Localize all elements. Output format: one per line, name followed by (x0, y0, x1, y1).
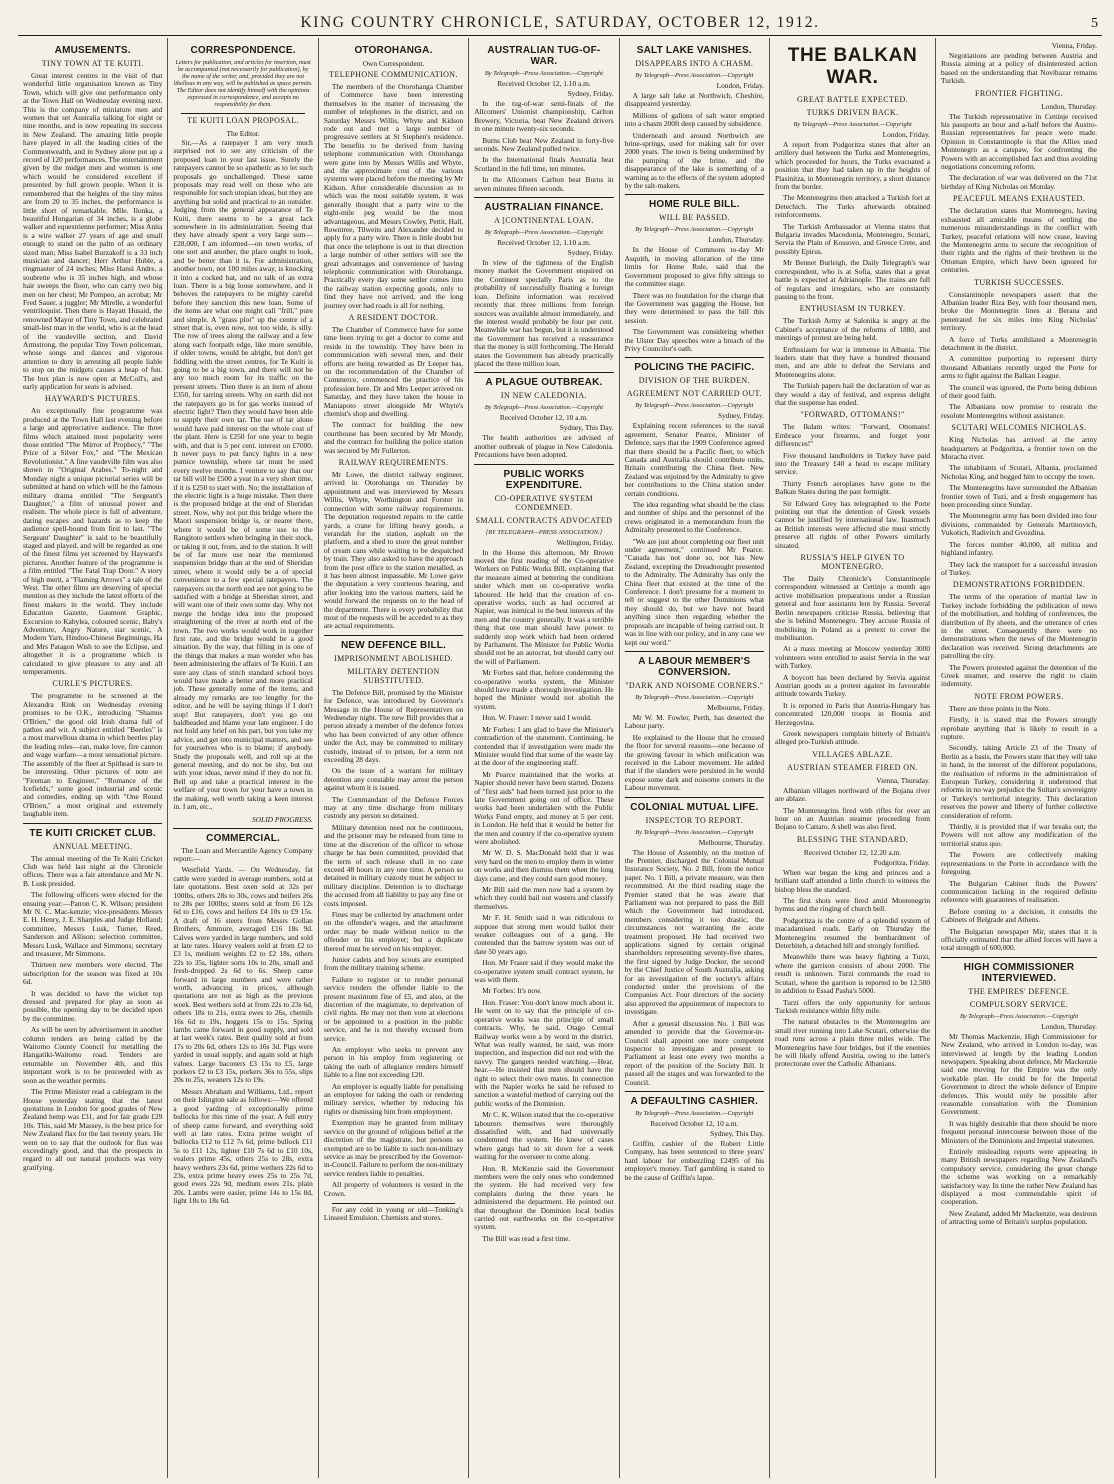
article-paragraph: Mr Thomas Mackenzie, High Commissioner for New Zealand, who arrived in London to-day, was interviewed at length by the leading London newspapers. Speaking about defence, Mr Mackenzie said one moving for the Empire was the only workable plan. He could be for the Imperial Government to direct the whole defence of Empire defences. This would only be possible after reasonable consultation with the Dominion Government. (941, 1031, 1098, 1117)
article-paragraph: The Government was considering whether the Ulster Day speeches were a breach of the Privy Councilor's oath. (624, 327, 765, 353)
subheading: BLESSING THE STANDARD. (796, 834, 909, 844)
section-heading: PUBLIC WORKS EXPENDITURE. (474, 464, 613, 491)
article-paragraph: Entirely misleading reports were appearing in many British newspapers regarding New Zealand's compulsory service, considering the great change the scheme was working on a remarkably satisfactory way. In time the rather New Zealand has displayed a most commendable spirit of cooperation. (941, 1147, 1098, 1207)
dateline: Podgoritza, Friday. (873, 857, 931, 867)
dateline: Vienna, Friday. (1051, 41, 1098, 50)
article-paragraph: Turzi offers the only opportunity for serious Turkish resistance within fifty mile. (775, 997, 931, 1015)
subheading: SCUTARI WELCOMES NICHOLAS. (951, 423, 1087, 433)
section-heading: AUSTRALIAN TUG-OF-WAR. (487, 45, 601, 67)
telegraph-credit: By Telegraph—Press Association.—Copyright (484, 229, 603, 237)
subheading: DISAPPEARS INTO A CHASM. (635, 59, 754, 68)
article-paragraph: At a mass meeting at Moscow yesterday 3000 volunteers were enrolled to assist Servia in the war with Turkey. (775, 644, 931, 671)
subheading: INSPECTOR TO REPORT. (645, 815, 744, 825)
article-paragraph: Mr Lowe, the district railway engineer, arrived in Otorohanga on Thursday by appointment and was interviewed by Messrs Willis, Whyte, Worthington and Forster in connection with some railway requirements. The deputation requested repairs to the cattle yards, a crane for lifting heavy goods, a verandah for the station, asphalt on the platform, and a shed to store the great number of cream cans while waiting to be despatched by train. They also asked to have the approach from the post office to the station metalled, as it has been almost impassable. Mr Lowe gave the deputation a very courteous hearing, and after looking into the various matters, said he would forward the requests on to the head of the department. There is every probability that most of the requests will be acceded to as they are actual requirements. (323, 470, 464, 631)
article-paragraph: The following officers were elected for the ensuing year:—Patron C. K. Wilson; president Mr N. C. Mac-kenzie; vice-presidents Messrs E. H. Henry, J. E. Sharples and Judge Holland; committee, Messrs Lusk, Turner, Reed, Sanderson and Allison; selection committee, Messrs Lusk, Wallace and Simmons; secretary and treasurer, Mr Simmons. (23, 890, 163, 958)
dateline: Sydney, Friday. (717, 411, 765, 421)
article-paragraph: All property of volunteers is vested in the Crown. (323, 1180, 464, 1198)
article-paragraph: The declaration states that Montenegro, having exhausted all amicable means of settling the numerous misunderstandings in the conflict with Turkey, peaceful relations will now cease, leaving the Montenegrin arms to secure the recognition of their rights and the rights of their brethren in the Ottoman Empire, which have been ignored for centuries. (941, 206, 1098, 275)
article-paragraph: The terms of the operation of martial law in Turkey include forbidding the publication of news of the mobilisation, and holding of conferences, the distribution of fly sheets, and the utterance of cries in the street. Consequently there were no demonstrations when the news of the Montenegrin declaration was received. Strong detachments are patrolling the city. (941, 592, 1098, 661)
article-paragraph: The Albanians now promise to restrain the resolute Montenegrins without assistance. (941, 402, 1098, 420)
article-paragraph: The Bill was read a first time. (482, 1233, 571, 1243)
section-heading: A DEFAULTING CASHIER. (625, 1091, 764, 1107)
article-paragraph: The forces number 40,000, all militia and highland infantry. (941, 539, 1098, 558)
subheading: PEACEFUL MEANS EXHAUSTED. (952, 194, 1086, 204)
divider (181, 113, 304, 114)
byline: Own Correspondent. (362, 59, 425, 68)
article-paragraph: The Bulgarian newspaper Mir, states that it is officially estimated that the allied forces will have a total strength of 600,000. (941, 926, 1098, 953)
article-paragraph: Constantinople newspapers assert that the Albanian leader Riza Bey, with four thousand men, broke the Montenegrin lines at Berana and penetrated for six miles into King Nicholas' territory. (941, 289, 1098, 333)
section-heading: COMMERCIAL. (173, 828, 312, 844)
article-paragraph: Firstly, it is stated that the Powers strongly reprobate anything that is likely to result in a rupture. (941, 715, 1098, 741)
letter-signature: SOLID PROGRESS. (252, 814, 313, 824)
article-paragraph: Hon. Mr Fraser said if they would make the co-operative system small contract system, he was with them. (474, 958, 614, 985)
masthead-title: KING COUNTRY CHRONICLE, SATURDAY, OCTOBER 12, 1912. (300, 14, 820, 31)
article-paragraph: He explained to the House that he crossed the floor for several reasons—one because of the growing favour in which unification was received in the Labour movement. He added that if the slanders were persisted in he would expose some dark and noisome corners in the Labour movement. (624, 732, 765, 793)
article-paragraph: The Chamber of Commerce have for some time been trying to get a doctor to come and reside in the township. They have been in communication with several men, and their efforts are being rewarded as Dr Leeper has, on the recommendation of the Chamber of Commerce, commenced the practice of his profession here. Dr and Mrs Leeper arrived on Saturday, and they have taken the house in Maniapoto street alongside Mr Whyte's chemist's shop and dwelling. (323, 324, 464, 419)
divider (332, 1203, 455, 1204)
telegraph-credit: [BY TELEGRAPH—PRESS ASSOCIATION.] (485, 528, 603, 536)
dateline: Sydney, Friday. (567, 89, 614, 98)
article-paragraph: The Montenegrins have surrounded the Albanian frontier town of Tuzi, and a fresh engagement has been proceeding since Sunday. (941, 483, 1098, 510)
telegraph-credit: By Telegraph—Press Association.—Copyright (635, 72, 754, 79)
article-paragraph: Five thousand landholders in Turkey have paid into the Treasury £40 a head to escape military service. (775, 450, 931, 477)
received-line: Received October 12, 1.10 a.m. (497, 79, 591, 88)
article-paragraph: The Ikdam writes: "Forward, Ottomans! Embrace your firearms, and forget your differences!" (775, 422, 931, 449)
article-paragraph: When war began the king and princes and a brilliant staff attended a little church to witness the bishop bless the standard. (775, 867, 931, 894)
article-paragraph: The programme to be screened at the Alexandra Rink on Wednesday evening promises to be O.K., introducing "Shamus O'Brien," the good old Irish drama full of pathos and wit. A subject entitled "Beetles" is a most marvellous drama in which beetles play the leading roles—ran, make love, fire cannon and wage warfare—a most sensational picture. The assembly of the fleet at Spithead is sure to be interesting. Other pictures of note are "Fireman to Engineer," "Romance of the Icefields," some good industrial and scenic and comedies, ending up with "One Round O'Brien," a most original and extremely laughable item. (23, 691, 163, 819)
article-paragraph: On the issue of a warrant for military detention any constable may arrest the person against whom it is issued. (323, 766, 464, 793)
dateline: Melbourne, Thursday. (698, 837, 765, 847)
telegraph-credit: By Telegraph—Press Association.—Copyright (793, 121, 912, 128)
page-number: 5 (1091, 16, 1098, 31)
subheading: CURLE'S PICTURES. (52, 679, 134, 689)
article-paragraph: The contract for building the new courthouse has been secured by Mr Moody, and the contract for building the police station was secured by Mr Fullerton. (323, 420, 464, 455)
article-paragraph: There was no foundation for the charge that the Government was gagging the House, but they were determined to pass the bill this session. (624, 290, 765, 325)
article-paragraph: An employer who seeks to prevent any person in his employ from registering or taking the oath of allegiance renders himself liable to a fine not exceeding £20. (323, 1045, 464, 1080)
received-line: Received October 12, 1.10 a.m. (497, 238, 591, 248)
columns (18, 38, 1102, 1478)
article-paragraph: Negotiations are pending between Austria and Russia aiming at a policy of disinterested action based on the understanding that Novibazar remains Turkish. (941, 51, 1098, 86)
article-paragraph: The House of Assembly, on the motion of the Premier, discharged the Colonial Mutual Insurance Society, No. 2 Bill, from the notice paper. No. 1 Bill, a private measure, was then recommitted. At the third reading stage the Premier stated that he was aware that Parliament was not prepared to pass the Bill which the Government had introduced, members considering it too drastic, the circumstances not warranting the acute treatment proposed. He had received two applications signed by certain original shareholders representing seventy-five shares, the first signed by Judge Docker, the second by the Chief Justice of South Australia, asking for an investigation of the society's affairs conducted under the provisions of the Companies Act. Four directors of the society also approved the appointment of inspectors to investigate. (624, 847, 765, 1017)
article-paragraph: Mr Bill said the men now had a system by which they could bail out wasters and classify themselves. (474, 885, 614, 911)
article-paragraph: Hon. Fraser: You don't know much about it. He went on to say that the principle of co-operative works was the principle of small contracts. Why, he said, Otago Central Railway works were a by word in the district. What was really wanted, he said, was more inspection, and inspection did not end with the navvy. The gangers needed watching.—Hear, hear.—He insisted that men should have the right to select their own mates. In connection with the Napier works he said he refused to sanction a wasteful method of carrying out the public works of the Dominion. (474, 997, 614, 1108)
received-line: Received October 12, 10 a.m. (499, 413, 588, 423)
dateline: London, Friday. (882, 130, 931, 139)
article-paragraph: Explaining recent references to the naval agreement, Senator Pearce, Minister of Defence, says that the 1909 Conference agreed that there should be a Pacific fleet, to which Canada and Australia should contribute units, Britain contributing the China fleet. New Zealand was enjoined by the Admiralty to give her contributions to the China station under certain conditions. (624, 421, 765, 498)
article-paragraph: Westfield Yards. — On Wednesday, fat cattle were yarded in average numbers, sold at late quotations. Best oxen sold at 32s per 100lbs, others 28s to 30s, cows and heifers 26s to 28s per 100lbs; steers sold at from £6 12s 6d to £16, cows and heifers £4 10s to £9 15s. A draft of 16 steers from Messrs Gollan Brothers, Ammure, averaged £16 18s 9d. Calves were yarded in large numbers, and sold at late rates. Heavy vealers sold at from £2 to £3 1s, medium weights £2 to £2 18s, others 22s to 35s, lighter sorts 10s to 20s, small and fresh-dropped 2s 6d to 6s. Sheep came forward in large numbers and were rather worth, advancing in prices, although quotations are not as high as the previous week. Best wethers sold at from 22s to 23s 6d, others 18s to 21s, extra ewes to 26s, chemils 16s 6d to 19s, hoggets 15s to 15s. Spring lambs came forward in good supply, and sold at last week's rates. Best quality sold at from 17s to 20s 6d, others 12s to 16s 3d. Pigs were yarded in usual supply, and again sold at high values. Large baconers £3 15s to £5, large porkers £2 to £3 15s, porkers 36s to 55s, slips 20s to 25s, weaners 12s to 19s. (173, 865, 313, 1085)
dateline: Wellington, Friday. (556, 537, 614, 547)
article-paragraph: The Turkish papers hail the declaration of war as they would a day of festival, and express delight that the suspense has ended. (775, 381, 931, 407)
article-paragraph: A committee purporting to represent thirty thousand Albanians recently urged the Porte for arms to fight against the Balkan League. (941, 354, 1098, 381)
article-paragraph: Thirdly, it is provided that if war breaks out, the Powers will not allow any modification of the territorial status quo. (941, 822, 1098, 848)
subheading: ANNUAL MEETING. (52, 841, 133, 851)
article-paragraph: The members of the Otorohanga Chamber of Commerce have been interesting themselves in the matter of increasing the number of telephones in the district, and on Saturday Messrs Willis, Whyte and Kidson rode out and met a large number of progressive settlers at St Stephen's residence. The benefits to be derived from having telephone communication with Otorohanga were gone into by Messrs Willis and Whyte, and the approximate cost of the various systems were placed before the meeting by Mr Kidson. After considerable discussion as to which was the most suitable system, it was generally thought that a party wire to the eight-mile peg would be the most advantageous, and Messrs Cowley, Pettit, Hall, Rowntree, Tilweits and Alexander decided to apply for a party wire. There is little doubt but that once the telephone is out in that direction a large number of other settlers will see the great advantages and convenience of having telephonic communication with Otorohanga. Practically every day some settler comes into the railway station expecting goods, only to find they have not arrived, and the long journey over bad roads is all for nothing. (323, 82, 464, 310)
column-5 (620, 38, 770, 1478)
article-paragraph: Greek newspapers complain bitterly of Britain's alleged pro-Turkish attitude. (775, 728, 931, 747)
telegraph-credit: By Telegraph—Press Association.—Copyright (635, 693, 754, 701)
article-paragraph: Albanian villages northward of the Bojana river are ablaze. (775, 785, 931, 804)
column-2 (168, 38, 318, 1478)
article-paragraph: The Turkish Army at Salonika is angry at the Cabinet's acceptance of the reforms of 1880, and meetings of protest are being held. (775, 316, 931, 343)
article-paragraph: Mr Forbes: It's now. (482, 986, 542, 996)
letter-paragraph: Sir,—As a ratepayer I am very much surprised not to see any criticism of the proposed loan in your last issue. Surely the ratepayers cannot be so apathetic as to let such proposals go unchallenged. These same proposals may read well on those who are responsible for such utopian ideas, but they are anything but solid and practical to an outsider. Judging from the general appearance of Te Kuiti, there seems to be a great lack somewhere in its administration. Seeing that they have already spent a very large sum—£28,000, I am informed—on town works, of one sort and another, the place ought to look, and be better than it is. For administration, another town, not 100 miles away, is knocking it into a cocked hat, and no talk of an extra loan. There is a big loose somewhere, and it behoves the ratepayers to be mighty careful before they sanction this new loan. Some of the items are what one might call "frill," pure and simple. A "grass plot" up the centre of a street that is, even now, not too wide, is silly. The row of trees along the railway and a few along each footpath edge, like more sensible, if older towns, would be alright, but don't get fiddling with the street centres, for Te Kuiti is going to be a big town, and there will not be any too much room for its traffic on the present streets. Then there is an item of about £350, for tarring streets. Why on earth did not the ratepayers go in for gas works instead of electric light? Then they would have been able to supply their own tar. The use of tar alone would have paid interest on the whole cost of the plant. Here is £250 for one year to begin with, and that is 5 per cent. interest on £7000. It never pays to put fancy lights in a new pumice township, where tar must be used every twelve months. I venture to say that our tar bill will be £500 a year in a very short time, if it is £250 to start with. No; the installation of the electric light is a huge mistake. Then there is the proposed bridge at the end of Sheridan street. Now, why not put this bridge where the Maori suspension bridge is, or nearer there, where it would be of some use to the Rangitoto settlers when bringing in their stock, or taking it out, from, and to the station. It will be of far more use near the mentioned suspension bridge than at the end of Sheridan street, where it would only be a of special convenience to a few special ratepayers. The ratepayers on the north end are not going to be satisfied with a bridge at Sheridan street, and will want one of their own some day. Why not merge the bridge idea into the proposed straightening of the river at north end of the town. The two works would work in together first rate, and the bridge would be a good situation. By the way, that filling in is one of the things that makes a man wonder who has been administering the affairs of Te Kuiti. I am sure any class of stitch standard school boys would have made a better and more practical job. These generally some of the items, and already my remarks are too lengthy for the editor, and he will be saying things if I don't stop! But ratepayers, don't you go out baldheaded and blame your late engineer. I do not hold any brief on his part, but you take my advice, and get into municipal matters, and see for yourselves who is to blame; if anybody. Study the proposals well, and roll up at the general meeting, and do not be shy, but out with your ideas, never mind if they do not fit. Bell up and take a practical interest in the welfare of your town for your have a town in the making, well worth taking a keen interest in. I am, etc., (173, 138, 313, 812)
section-heading: HIGH COMMISSIONER INTERVIEWED. (941, 957, 1097, 984)
article-paragraph: It was highly desirable that there should be more frequent personal intercourse between those of the Ministers of the Dominions and Imperial statesmen. (941, 1118, 1098, 1145)
section-heading: POLICING THE PACIFIC. (625, 357, 764, 373)
dateline: London, Friday. (716, 81, 765, 90)
column-7 (936, 38, 1102, 1478)
section-heading: A PLAGUE OUTBREAK. (474, 372, 613, 388)
article-paragraph: Great interest centres in the visit of that wonderful little organisation known as Tiny Town, which will give one performance only at the Town Hall on Wednesday evening next. This is the company of miniature men and women that set Australia talking for eight or nine months, and is now repeating its success in New Zealand. The amazing little people have played in all the leading cities of the Commonwealth, and in Sydney alone put up a record of 120 performances. The entertainment given by the midget men and women is one which would be considered excellent if presented by full grown people. When it is remembered that the heights of the tiny mites are from 20 to 35 inches, the performance is little short of remarkable. Mlle. Ilonka, a beautiful Hungarian of 34 inches, is a globe walker and equestrienne performer; Miss Anita is a wire walker 27 years of age and small enough to stand on the palm of an ordinary sized man; Miss Isabel Burzakoff is a 33 inch musician and dancer; Herr Arthur Huble, a ringmaster of 24 inches; Miss Hansi Andre, a soubrette who is 35 inches high, and whose hair sweeps the floor, who can carry two big men on her chest; Mr Pompeo, an acrobat; Mr Fred Sauer, a juggler; Mr Mirelle, a wonderful ventriloquist. Then there is Hayatt Husaid, the renowned Mayor of Tiny Town, and celebrated small-lest man in the world, who is at the head of the vaudeville section, and David Armstrong, the popular Tiny Town policeman, whose songs and dances and vigorous attention to duty in arresting all people liable to stop on the midgets causes a heap of fun. The box plan is now open at McColl's, and early application for seats is advised. (23, 71, 163, 392)
advertisement: For any cold in young or old—Tonking's Linseed Emulsion. Chemists and stores. (323, 1204, 464, 1223)
subheading: RAILWAY REQUIREMENTS. (338, 458, 449, 468)
article-paragraph: The inhabitants of Scutari, Albania, proclaimed Nicholas King, and begged him to occupy the town. (941, 463, 1098, 481)
article-paragraph: Mr W. D. S. MacDonald held that it was very hard on the men to employ them in winter on works and then dismiss them when the long days came, and they could earn good money. (474, 848, 614, 883)
dateline: Sydney, Friday. (567, 248, 614, 258)
article-paragraph: There are three points in the Note. (949, 703, 1051, 713)
subheading: TURKISH SUCCESSES. (974, 277, 1064, 287)
article-paragraph: Exemption may be granted from military service on the ground of religious belief at the discretion of the magistrate, but persons so exempted are to be liable to such non-military service as may be prescribed by the Governor-in-Council. Failure to perform the non-military service renders liable to penalties. (323, 1118, 464, 1178)
subheading: WILL BE PASSED. (658, 213, 730, 223)
subheading: MILITARY DETENTION SUBSTITUTED. (347, 666, 440, 685)
article-paragraph: Secondly, taking Article 23 of the Treaty of Berlin as a basis, the Powers state that they will take in hand, in the interest of the different populations, the realisation of reforms in the administration of European Turkey, considering it understood that reforms in no way prejudice the Sultan's sovereignty or Turkey's territorial integrity. This declaration reserves the power and liberty of further collective consideration of reform. (941, 743, 1098, 820)
telegraph-credit: By Telegraph—Press Association.—Copyright (959, 1012, 1079, 1020)
article-paragraph: In the House of Commons to-day Mr Asquith, in moving allocation of the time limits for Home Rule, said that the Government proposed to give fifty sittings to the committee stage. (624, 245, 765, 289)
subheading: TE KUITI LOAN PROPOSAL. (187, 116, 300, 125)
telegraph-credit: By Telegraph—Press Association.—Copyright (484, 70, 603, 77)
section-heading: AUSTRALIAN FINANCE. (474, 197, 613, 213)
article-paragraph: Podgoritza is the centre of a splendid system of macadamised roads. Early on Thursday the Montenegrins resumed the bombardment of Deterbiteh, a detached hill and strongly fortified. (775, 915, 931, 951)
column-1 (18, 38, 168, 1478)
telegraph-credit: By Telegraph—Press Association.—Copyright (635, 402, 754, 410)
article-paragraph: Sir Edward Grey has telegraphed to the Porte pointing out that the detention of Greek vessels cannot be justified by international law. Inasmuch as British interests were affected she must strictly preserve all rights of other Powers similarly situated. (775, 498, 931, 550)
article-paragraph: The Powers are collectively making representations to the Porte in accordance with the foregoing. (941, 850, 1098, 877)
subheading: THE EMPIRES' DEFENCE. (968, 986, 1070, 996)
dateline: Vienna, Thursday. (876, 775, 931, 785)
article-paragraph: New Zealand, added Mr Mackenzie, was desirous of attracting some of Britain's surplus population. (941, 1208, 1098, 1227)
article-paragraph: Junior cadets and boy scouts are exempted from the military training scheme. (323, 954, 464, 973)
subheading: VILLAGES ABLAZE. (812, 749, 893, 759)
article-paragraph: Meanwhile there was heavy fighting a Turzi, where the garrison consists of about 2000. The result is unknown. Turzi commands the road to Scutari, where the garrison is reported to be 12,500 in addition to Essad Pasha's 5000. (775, 952, 931, 996)
article-paragraph: Failure to register or to render personal service renders the offender liable to the present maximum fine of £5, and also, at the discretion of the magistrate, to deprivation of civil rights. He may not then vote at elections or be appointed to a position in the public service, and he is not thereby excused from service. (323, 974, 464, 1043)
section-heading: A LABOUR MEMBER'S CONVERSION. (625, 651, 764, 678)
dateline: London, Thursday. (1041, 1021, 1098, 1031)
article-paragraph: The natural obstacles to the Montenegrins are small river running into Lake Scutari, otherwise the road runs across a plain three miles wide. The Montenegrins have four bridges, but if the enemies he will likely offend Austria, owing to the latter's protectorate over the Catholic Albanians. (775, 1017, 931, 1069)
article-paragraph: Messrs Abraham and Williams, Ltd., report on their Islington sale as follows:—We offered a good yarding of exceptionally prime bullocks for this time of the year. A full entry of sheep came forward, and everything sold well at late rates. Extra prime weight of bullocks £12 to £12 7s 6d, prime bullock £11 5s to £11 12s, lighter £10 7s 6d to £10 10s, vealers prime 45s, others 25s to 28s, extra heavy wethers 23s 6d, prime wethers 22s 6d to 23s, extra prime heavy ewes 25s to 25s 7d, good ewes 22s 9d, medium ewes 21s, plain 20s. Lambs were easier, prime 14s to 15s 8d, light 18s to 18s 6d. (173, 1086, 313, 1206)
subheading: ENTHUSIASM IN TURKEY. (799, 304, 906, 314)
subheading: A [CONTINENTAL LOAN. (494, 216, 594, 226)
article-paragraph: Millions of gallons of salt water emptied into a chasm 200ft deep caused by subsidence. (624, 110, 765, 129)
subheading: HAYWARD'S PICTURES. (44, 394, 141, 404)
column-4 (469, 38, 619, 1478)
dateline: London, Thursday. (1041, 101, 1098, 111)
article-paragraph: In view of the tightness of the English money market the Government enquired on the Continent specially Paris as to the probability of successfully floating a foreign loan. Definite information was received recently that three millions from foreign sources was available almost immediately, and the interest would probably be four per cent. Meanwhile war has begun, but it is understood the Government has received a reassurance that the money is still forthcoming. The Herald states the Government has already practically placed the three million loan. (474, 258, 614, 368)
article-paragraph: King Nicholas has arrived at the army headquarters at Podgoritza, a frontier town on the Moracha river. (941, 435, 1098, 462)
article-paragraph: As will be seen by advertisement in another column tenders are being called by the Waitomo County Council for metalling the Hangatiki-Waitomo road. Tenders are returnable on November 4th, and this important work is to be proceeded with as soon as the weather permits. (23, 1025, 163, 1085)
article-paragraph: Fines may be collected by attachment order on the offender's wages, and the attachment order may be made without notice to the offender or his employer; but a duplicate thereof must be served on his employer. (323, 909, 464, 953)
subheading: IN NEW CALEDONIA. (500, 391, 587, 401)
article-paragraph: They lack the transport for a successful invasion of Turkey. (941, 559, 1098, 577)
article-paragraph: Before coming to a decision, it consults the Cabinets of Belgrade and Athens. (941, 906, 1098, 925)
subheading: RUSSIA'S HELP GIVEN TO MONTENEGRO. (800, 553, 905, 572)
section-heading: CORRESPONDENCE. (190, 45, 296, 56)
article-paragraph: In the Allcomers Carlton beat Burns in seven minutes fifteen seconds. (474, 175, 614, 193)
article-paragraph: The Montenegrins fired with rifles for over an hour on an Austrian steamer proceeding from Bojano to Cattaro. A shell was also fired. (775, 805, 931, 832)
section-heading: NEW DEFENCE BILL. (324, 635, 463, 651)
article-paragraph: Mr Forbes: I am glad to have the Minister's contradiction of the statement. Continuing, he contended that if investigation were made the Minister would find that some of the waste lay at the door of the engineering staff. (474, 724, 614, 768)
column-3 (319, 38, 469, 1478)
subheading: TINY TOWN AT TE KUITI. (41, 59, 144, 68)
subheading: FRONTIER FIGHTING. (974, 88, 1064, 98)
telegraph-credit: By Telegraph—Press Association.—Copyright (635, 226, 754, 234)
article-paragraph: The Powers protested against the detention of the Greek steamer, and reserve the right to claim indemnity. (941, 662, 1098, 689)
article-paragraph: A large salt lake at Northwich, Cheshire, disappeared yesterday. (624, 91, 765, 109)
subheading: "FORWARD, OTTOMANS!" (800, 410, 905, 420)
section-heading: OTOROHANGA. (354, 45, 433, 56)
article-paragraph: Mr C. K. Wilson stated that the co-operative labourers themselves were thoroughly dissatisfied with, and had universally condemned the system. He knew of cases where gangs had to sit down for a week waiting for the overseer to come along. (474, 1110, 614, 1162)
article-paragraph: A report from Podgoritza states that after an artillery duel between the Turks and Montenegrins, which proceeded for hours, the Turks evacuated a position that they had taken up in the heights of Plasinitza, in Montenegrin territory, a short distance from the border. (775, 140, 931, 192)
editorial-note: Letters for publication, and articles for insertion, must be accompanied (not necessarily for publication), by the name of the writer, and, provided they are not libellous in any way, will be published as space permits. The Editor does not identify himself with the opinions expressed in correspondence, and accepts no responsibility for them. (173, 59, 313, 108)
article-paragraph: An employer is equally liable for penalising an employee for taking the oath or rendering military service, whether by reducing his rights or dismissing him from employment. (323, 1081, 464, 1116)
article-paragraph: In the International finals Australia beat Scotland in the full time, ten minutes. (474, 155, 614, 173)
article-paragraph: Enthusiasm for war is immense in Albania. The leaders state that they have a hundred thousand men, and are able to defeat the Servians and Montenegrins alone. (775, 344, 931, 379)
section-heading: AMUSEMENTS. (54, 45, 131, 56)
article-paragraph: Mr Pearce maintained that the works at Napier should never have been started. Dozens of "first aids" had been turned just prior to the late Government going out of office. These works had been undertaken with the Public Works Fund empty, and money at 5 per cent. in London. He held that it would be better for the men and country if the co-operative system were abolished. (474, 769, 614, 846)
article-paragraph: Thirteen new members were elected. The subscription for the season was fixed at 10s 6d. (23, 960, 163, 987)
subheading: TELEPHONE COMMUNICATION. (329, 70, 458, 79)
article-paragraph: Mr W. M. Fowler, Perth, has deserted the Labour party. (624, 712, 765, 731)
telegraph-credit: By Telegraph—Press Association.—Copyright (484, 404, 603, 412)
column-6 (770, 38, 936, 1478)
article-paragraph: Hon. R. McKenzie said the Government members were the only ones who condemned the system. He had received very few complaints during the three years he administered the department. He pointed out that throughout the Dominion local bodies carried out earthworks on the co-operative system. (474, 1163, 614, 1232)
article-paragraph: The health authorities are advised of another outbreak of plague in New Caledonia. Precautions have been adopted. (474, 433, 614, 460)
subheading: DEMONSTRATIONS FORBIDDEN. (952, 580, 1086, 590)
dateline: Sydney, This Day. (559, 423, 614, 433)
article-paragraph: The Daily Chronicle's Constantinople correspondent witnessed at Cettinje a month ago active mobilisation preparations under a Russian general and four assistants lent by Russia. Several Berlin newspapers criticise Russia, believing that she is behind Montenegro. They accuse Russia of mobilising in Poland as a pretext to cover the mobilisation. (775, 574, 931, 642)
article-paragraph: The Montenegrin army has been divided into four divisions, commanded by Generals Martinovich, Vukotich, Radivitch and Gvozdina. (941, 511, 1098, 538)
subheading: A RESIDENT DOCTOR. (348, 312, 439, 322)
article-paragraph: The first shots were fired amid Montenegrin hymns and the ringing of church bell. (775, 896, 931, 914)
article-paragraph: The Defence Bill, promised by the Minister for Defence, was introduced by Governor's Message in the House of Representatives on Wednesday night. The new Bill provides that a person already a member of the defence forces who has been convicted of any other offence under the Act, may be committed to military custody, instead of to prison, for a term not exceeding 28 days. (323, 687, 464, 765)
article-paragraph: It was decided to have the wicket top dressed and prepared for play as soon as possible, the opening day to be decided upon by the committee. (23, 988, 163, 1023)
article-paragraph: Underneath and around Northwich are brine-springs, used for making salt for over 2000 years. The town is being undermined by the pumping of the brine, and the disappearance of the lake is something of a warning as to the effects of the system adopted by the salt-makers. (624, 130, 765, 191)
article-paragraph: Mr Bennet Burleigh, the Daily Telegraph's war correspondent, who is at Sofia, states that a great battle is expected at Adrianople. The trains are full of regulars and irregulars, who are constantly passing to the front. (775, 258, 931, 301)
subheading: "DARK AND NOISOME CORNERS." (625, 680, 764, 690)
article-paragraph: In the tug-of-war semi-finals of the Allcomers' Unionist championship, Carlton Brewery, Victoria, beat New Zealand drivers in one minute twenty-six seconds. (474, 99, 614, 134)
article-paragraph: The Commandant of the Defence Forces may at any time discharge from military custody any person so detained. (323, 794, 464, 821)
section-heading: TE KUITI CRICKET CLUB. (23, 823, 162, 839)
dateline: London, Thursday. (708, 235, 765, 245)
article-paragraph: The Montenegrins then attacked a Turkish fort at Detechich. The Turks afterwards obtained reinforcements. (775, 193, 931, 220)
article-paragraph: The Prime Minister read a cablegram in the House yesterday stating that the latest quotations in London for good grades of New Zealand hemp was £31, and for fair grade £29 10s. This, said Mr Massey, is the best price for New Zealand flax for the last twenty years. He went on to say that the outlook for flax was exceedingly good, and that the prospects in regard to all our natural products was very gratifying. (23, 1087, 163, 1172)
article-paragraph: The council was ignored, the Porte being dubious of their good faith. (941, 382, 1098, 400)
article-paragraph: The declaration of war was delivered on the 71st birthday of King Nicholas on Monday. (941, 173, 1098, 191)
subheading: SMALL CONTRACTS ADVOCATED (475, 515, 613, 525)
subheading: NOTE FROM POWERS. (974, 691, 1064, 701)
section-heading: THE BALKAN WAR. (787, 45, 918, 88)
article-paragraph: Military detention need not be continuous, and the prisoner may be released from time to time at the discretion of the officer to whose charge he has been committed, provided that the term of such release shall in no case exceed 48 hours in any one time. A person so detained in military custody must be subject to military discipline. Detention is to discharge the accused from all liability to pay any fine or costs imposed. (323, 822, 464, 908)
received-line: Received October 12, 12.20 a.m. (803, 847, 902, 857)
article-paragraph: After a general discussion No. 1 Bill was amended to provide that the Governor-in-Council shall appoint one more competent inspector to investigate and present to Parliament at least one every two months a report of the position of the Society Bill. It passed all the stages and was forwarded to the Council. (624, 1018, 765, 1087)
article-paragraph: The Loan and Mercantile Agency Company report:— (173, 845, 313, 863)
subheading: AUSTRIAN STEAMER FIRED ON. (787, 762, 918, 772)
article-paragraph: The annual meeting of the Te Kuiti Cricket Club was held last night at the Chronicle offices. There was a fair attendance and Mr N. B. Lusk presided. (23, 853, 163, 888)
article-paragraph: In the House this afternoon, Mr Brown moved the first reading of the Co-operative Workers on Public Works Bill, explaining that the measure aimed at bettering the conditions under which men on co-operative works laboured. He held that the creation of co-operative works, such as had occurred at Napier, was inimical to the best interests of the men and the country generally. It was a terrible thing that one man should have power to suddenly stop work which had been ordered by Parliament. The Minister for Public Works should not be an autocrat, but should carry out the will of Parliament. (474, 547, 614, 666)
article-paragraph: Hon. W. Fraser: I never said I would. (482, 713, 592, 723)
subheading: TURKS DRIVEN BACK. (806, 108, 899, 117)
subheading: IMPRISONMENT ABOLISHED. (334, 653, 453, 663)
subheading: COMPULSORY SERVICE. (969, 999, 1069, 1009)
subheading: DIVISION OF THE BURDEN. (638, 376, 750, 386)
article-paragraph: Griffin, cashier of the Robert Little Company, has been sentenced to three years' hard labour for embezzling £2495 of his employer's money. Turf gambling is stated to be the cause of Griffin's lapse. (624, 1138, 765, 1182)
article-paragraph: Mr F. H. Smith said it was ridiculous to suppose that strong men would ballot their weaker colleagues out of a gang. He contended that the barrow system was out of date 50 years ago. (474, 913, 614, 956)
article-paragraph: A boycott has been declared by Servia against Austrian goods as a protest against its favourable attitude towards Turkey. (775, 672, 931, 699)
salutation: The Editor. (226, 129, 260, 138)
masthead (18, 10, 1102, 36)
article-paragraph: The Bulgarian Cabinet finds the Powers' communication lacking in the required definite reference with guarantees of realisation. (941, 878, 1098, 905)
dateline: Melbourne, Friday. (707, 702, 765, 712)
article-paragraph: It is reported in Paris that Austria-Hungary has concentrated 120,000 troops in Bosnia and Herzegovina. (775, 700, 931, 727)
article-paragraph: The idea regarding what should be the class and number of ships and the personnel of the crews originated in a memorandum from the Admiralty presented to the Conference. (624, 500, 765, 535)
telegraph-credit: By Telegraph—Press Association.—Copyright (635, 828, 754, 836)
dateline: Sydney, This Day. (710, 1128, 765, 1138)
article-paragraph: The Turkish representative in Cettinje received his passports an hour and a-half before the Austro-Russian representatives for peace were made. Opinion in Constantinople is that the Allies used Montenegro as a catspaw, for confronting the Powers with an accomplished fact and thus avoiding negotiations concerning reform. (941, 111, 1098, 172)
subheading: AGREEMENT NOT CARRIED OUT. (626, 389, 762, 399)
section-heading: HOME RULE BILL. (625, 194, 764, 210)
article-paragraph: A force of Turks annihilated a Montenegrin detachment in the district. (941, 334, 1098, 352)
article-paragraph: The Turkish Ambassador at Vienna states that Bulgaria invades Macedonia, Montenegro, Scutari, Servia the Plain of Kossovo, and Greece Crete, and possibly Epirus. (775, 221, 931, 256)
article-paragraph: Thirty French aeroplanes have gone to the Balkan States during the past fortnight. (775, 478, 931, 497)
article-paragraph: An exceptionally fine programme was produced at the Town Hall last evening before a large and appreciative audience. The three films which attained most popularity were those entitled "The Mirror of Prophecy," "The Price of a Silver Fox," and "The Mexican Revolutionist." A fine vaudeville film was also shown in "Original Arabes." To-night and Monday night a unique pictorial series will be submitted at hand on which will be the famous military drama entitled "The Sergeant's Daughter," a film of unusual power and realism. The whole piece is full of adventure, daring escapes and hazards as to keep the audience spell-bound from first to last. "The Sergeant' Daughter" is said to be beautifully staged and played, and will be regarded as one of the finest films yet screened by Hayward's pictures. Another feature of the programme is a film entitled "The Fatal Trap Door." A story of high merit, a "Flaming Arrows" a tale of the West. The other films are deserving of special mention as they include the latest efforts of the finest makers in the world. They include Education Gazette, Gaumont Graphic, Excursion to Kabylea, coloured scenic, Baby's Adventure, Angry Nature, star scenic, A Modern Yarn, Hindoo-Chinese Beginnings, Ha and Mrs Patagon Wish to see the Eclipse, and altogether it is a programme which is calculated to give pleasure to any and all temperaments. (23, 406, 163, 677)
article-paragraph: "We are just about completing our fleet unit under agreement," continued Mr Pearce. "Canada has not done so, nor has New Zealand, excepting the Dreadnought presented to the Admiralty. The Admiralty has only the China fleet that existed at the time of the Conference. I don't presume for a moment to tell or suggest to the other Dominions what they should do, but we have not heard anything since then regarding whether the proposals are incapable of being carried out. It was in line with our policy, and in any case we kept our word." (624, 536, 765, 647)
telegraph-credit: By Telegraph—Press Association.—Copyright (635, 1109, 754, 1117)
subheading: CO-OPERATIVE SYSTEM CONDEMNED. (494, 493, 594, 512)
section-heading: SALT LAKE VANISHES. (636, 45, 752, 56)
received-line: Received October 12, 10 a.m. (650, 1118, 739, 1128)
article-paragraph: Burns Club beat New Zealand in forty-five seconds. New Zealand pulled twice. (474, 135, 614, 154)
subheading: GREAT BATTLE EXPECTED. (796, 95, 909, 104)
section-heading: COLONIAL MUTUAL LIFE. (625, 797, 764, 813)
article-paragraph: Mr Forbes said that, before condemning the co-operative works system, the Minister should have made a thorough investigation. He hoped the Minister would not abolish the system. (474, 668, 614, 711)
